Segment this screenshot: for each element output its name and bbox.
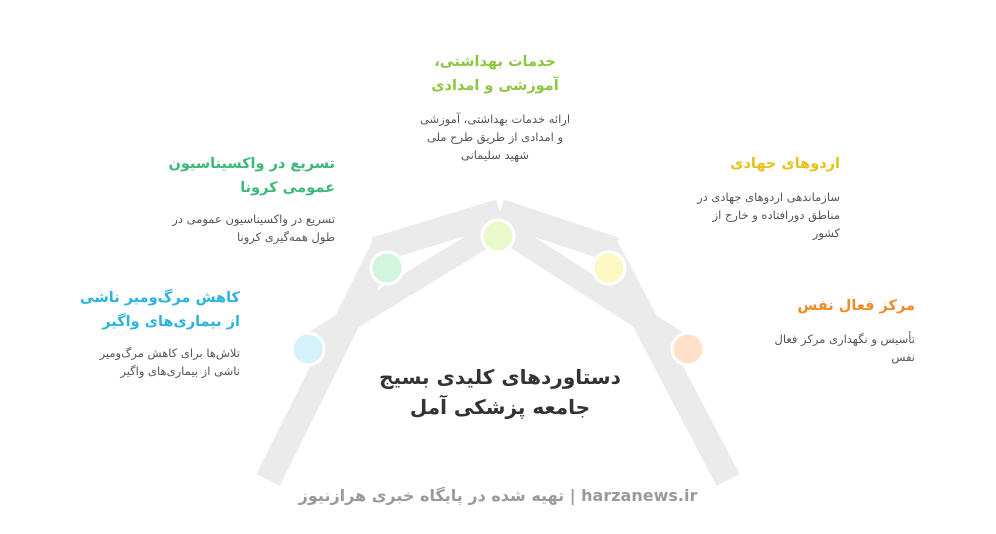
node-description: ارائه خدمات بهداشتی، آموزشی	[419, 112, 571, 126]
node-marker-reduce-mortality	[292, 333, 324, 365]
node-title: آموزشی و امدادی	[431, 78, 559, 94]
node-marker-jihadi-camps	[593, 252, 625, 284]
node-description: سازماندهی اردوهای جهادی در	[697, 190, 840, 204]
node-description: ناشی از بیماری‌های واگیر	[120, 364, 240, 378]
node-title: عمومی کرونا	[240, 180, 335, 196]
node-active-breath	[755, 294, 915, 366]
node-jihadi-camps	[660, 152, 840, 242]
node-marker-vaccination	[371, 252, 403, 284]
node-description: تأسیس و نگهداری مرکز فعال	[774, 332, 915, 346]
node-description: تسریع در واکسیناسیون عمومی در	[172, 212, 335, 226]
node-description: و امدادی از طریق طرح ملی	[426, 130, 564, 144]
node-description: کشور	[812, 226, 840, 240]
node-health-services	[395, 50, 595, 164]
node-description: مناطق دورافتاده و خارج از	[712, 208, 840, 222]
node-vaccination	[150, 152, 335, 246]
node-title: خدمات بهداشتی،	[434, 54, 556, 70]
footer-credit: harzanews.ir | تهیه شده در پایگاه خبری هرازنیوز	[298, 486, 698, 505]
node-reduce-mortality	[60, 286, 240, 380]
center-title	[355, 362, 645, 422]
node-title: تسریع در واکسیناسیون	[168, 156, 335, 172]
node-title: کاهش مرگ‌ومیر ناشی	[79, 290, 240, 306]
node-description: شهید سلیمانی	[461, 148, 529, 162]
node-description: طول همه‌گیری کرونا	[236, 230, 335, 244]
node-marker-active-breath	[672, 333, 704, 365]
node-description: تلاش‌ها برای کاهش مرگ‌ومیر	[99, 346, 240, 360]
node-marker-health-services	[482, 220, 514, 252]
center-title-line-2: جامعه پزشکی آمل	[409, 395, 591, 419]
node-title: مرکز فعال نفس	[797, 298, 915, 314]
node-title: اردوهای جهادی	[730, 156, 840, 172]
node-description: نفس	[891, 350, 915, 364]
center-title-line-1: دستاوردهای کلیدی بسیج	[379, 365, 621, 389]
node-title: از بیماری‌های واگیر	[102, 314, 240, 330]
